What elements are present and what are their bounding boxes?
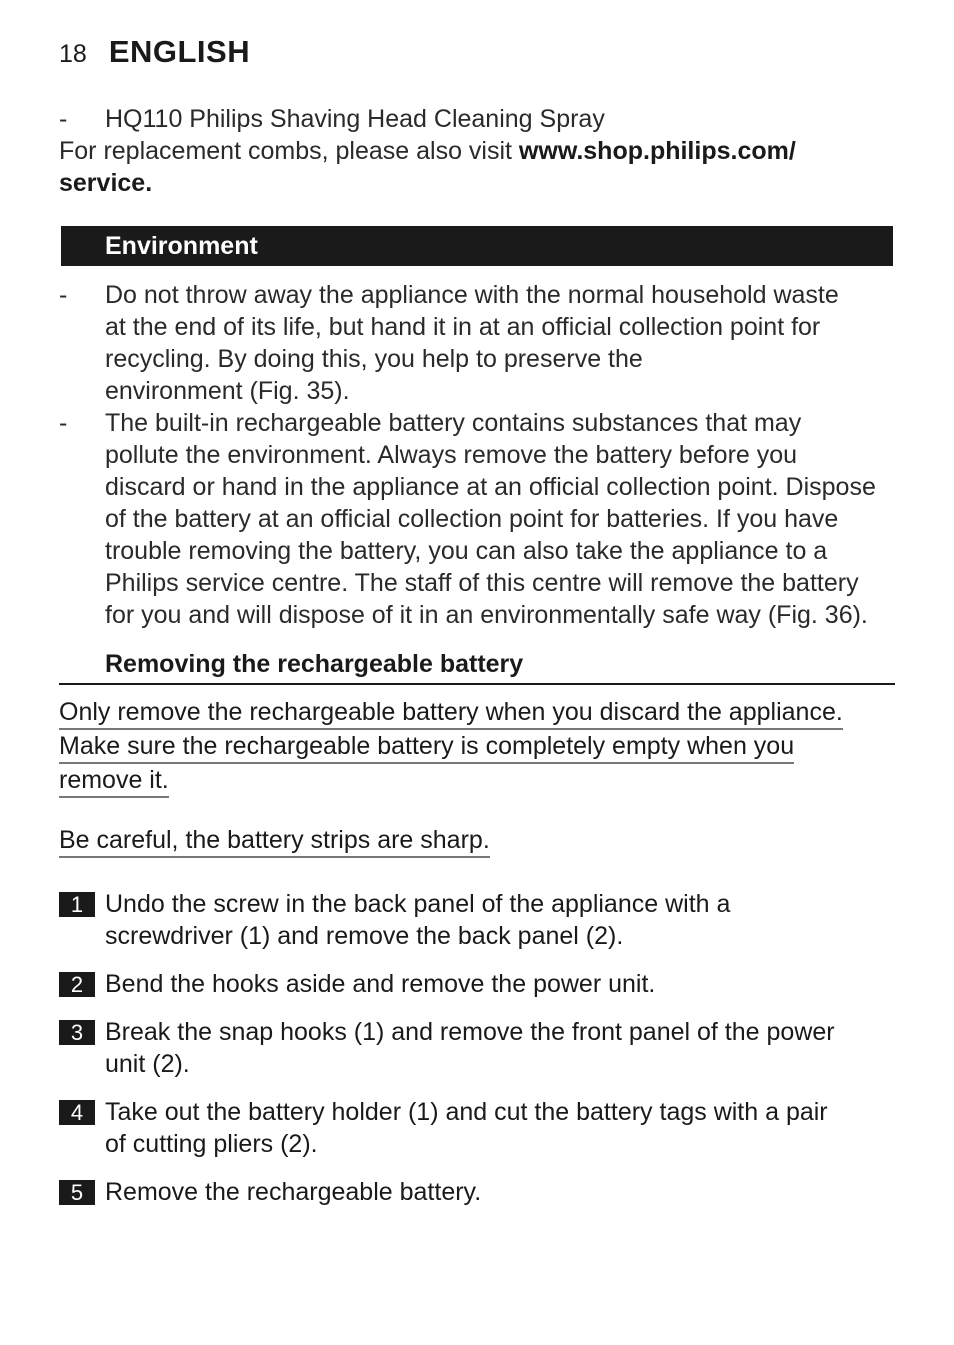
warning-line: remove it. (59, 764, 169, 798)
warning-line: Only remove the rechargeable battery when you discard the appliance. (59, 696, 843, 730)
list-bullet: - (59, 281, 68, 309)
step-number-badge: 4 (59, 1100, 95, 1125)
step-item (59, 968, 895, 1000)
step-item (59, 1016, 895, 1080)
warning-block (59, 696, 899, 798)
text-line: Do not throw away the appliance with the normal household waste (105, 281, 839, 309)
list-bullet: - (59, 409, 68, 437)
text-line: Undo the screw in the back panel of the appliance with a (105, 890, 731, 918)
list-bullet: - (59, 105, 68, 133)
text-line: Break the snap hooks (1) and remove the front panel of the power (105, 1018, 835, 1046)
text-line: of cutting pliers (2). (105, 1130, 318, 1158)
step-number-badge: 2 (59, 972, 95, 997)
text-line: recycling. By doing this, you help to preserve the (105, 345, 643, 373)
text-line: environment (Fig. 35). (105, 377, 350, 405)
text-line: pollute the environment. Always remove the battery before you (105, 441, 798, 469)
accessory-item-text: HQ110 Philips Shaving Head Cleaning Spray (105, 105, 605, 133)
page-header (59, 34, 250, 74)
text-line: Take out the battery holder (1) and cut the battery tags with a pair (105, 1098, 828, 1126)
replacement-text: For replacement combs, please also visit (59, 137, 519, 165)
text-line: for you and will dispose of it in an environmentally safe way (Fig. 36). (105, 601, 868, 629)
warning-line: Make sure the rechargeable battery is completely empty when you (59, 730, 794, 764)
language-heading: ENGLISH (108, 34, 251, 69)
text-line: of the battery at an official collection point for batteries. If you have (105, 505, 839, 533)
step-item (59, 888, 895, 952)
page-number: 18 (59, 40, 87, 68)
environment-item (59, 407, 895, 631)
step-number-badge: 1 (59, 892, 95, 917)
step-number-badge: 5 (59, 1180, 95, 1205)
section-divider (59, 683, 895, 685)
text-line: trouble removing the battery, you can also take the appliance to a (105, 537, 828, 565)
text-line: screwdriver (1) and remove the back panel (2). (105, 922, 624, 950)
caution-block (59, 824, 899, 858)
text-line: unit (2). (105, 1050, 190, 1078)
environment-section-bar (61, 226, 893, 266)
text-line: Remove the rechargeable battery. (105, 1178, 482, 1206)
text-line: Philips service centre. The staff of this centre will remove the battery (105, 569, 859, 597)
text-line: Bend the hooks aside and remove the power unit. (105, 970, 656, 998)
replacement-note (59, 135, 899, 199)
removing-battery-title: Removing the rechargeable battery (105, 650, 524, 678)
step-item (59, 1096, 895, 1160)
text-line: discard or hand in the appliance at an official collection point. Dispose (105, 473, 876, 501)
accessory-list-item (59, 103, 895, 135)
text-line: at the end of its life, but hand it in at an official collection point for (105, 313, 821, 341)
environment-item (59, 279, 895, 407)
text-line: The built-in rechargeable battery contains substances that may (105, 409, 802, 437)
environment-title: Environment (105, 232, 258, 260)
shop-link-continued[interactable]: service. (59, 169, 153, 197)
shop-link[interactable]: www.shop.philips.com/ (518, 137, 796, 165)
step-number-badge: 3 (59, 1020, 95, 1045)
caution-text: Be careful, the battery strips are sharp. (59, 824, 490, 858)
step-item (59, 1176, 895, 1208)
